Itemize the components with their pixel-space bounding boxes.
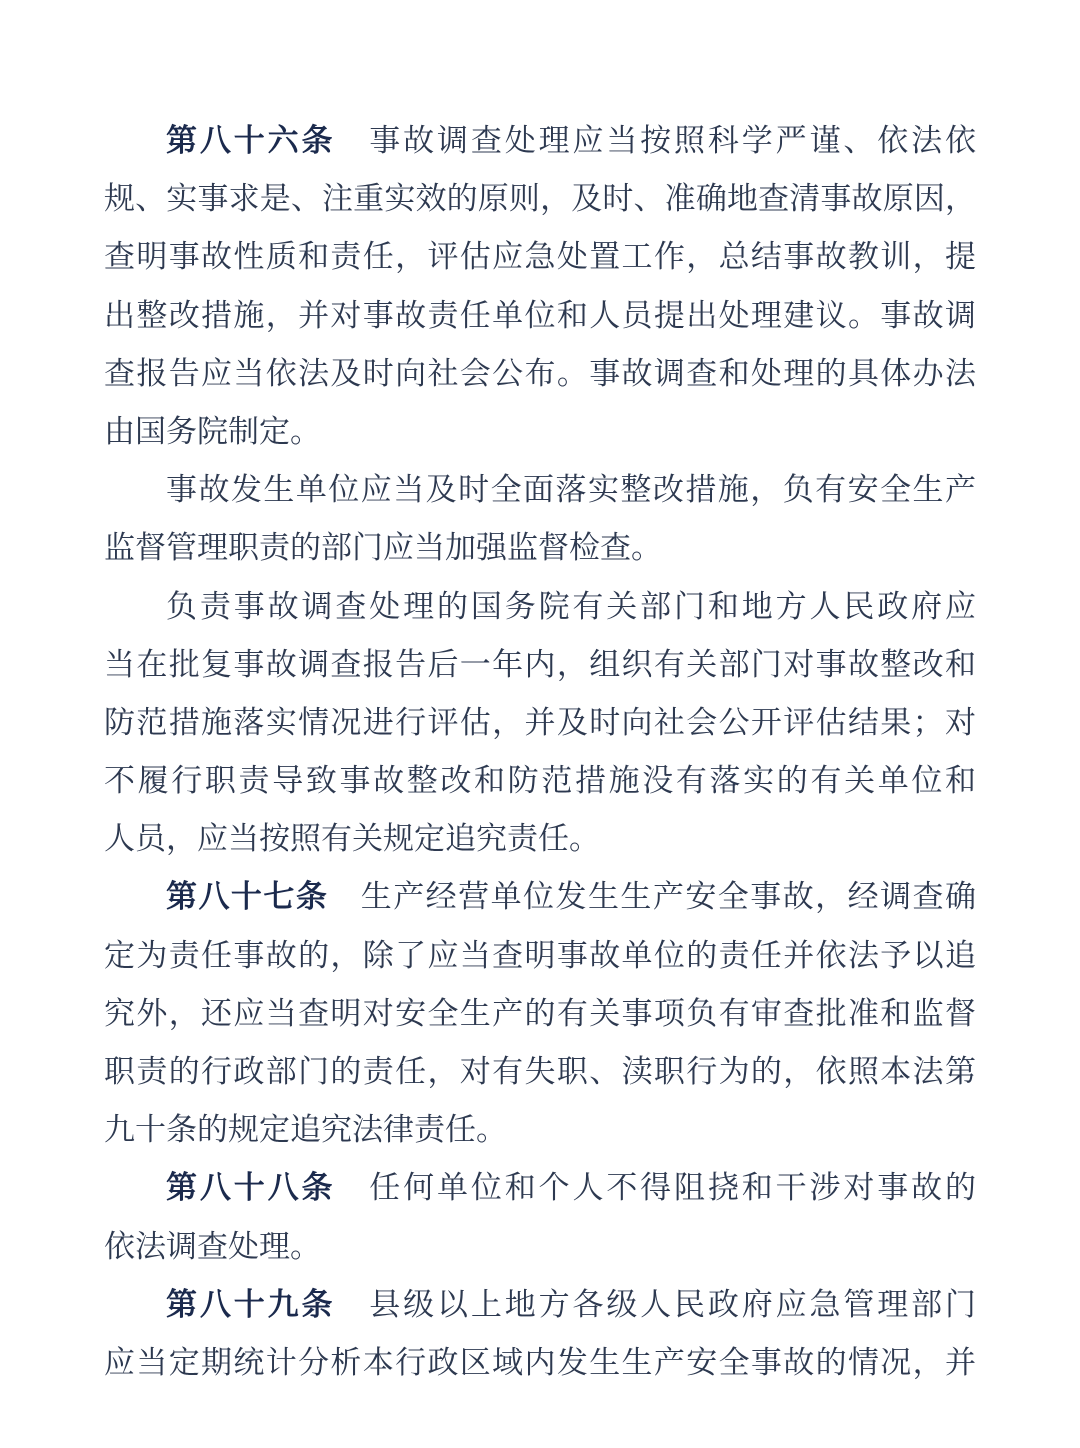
line-text: 不履行职责导致事故整改和防范措施没有落实的有关单位和 xyxy=(104,763,976,799)
article-number: 第八十六条 xyxy=(166,123,336,158)
text-line xyxy=(104,985,976,1043)
article-line xyxy=(104,1276,976,1334)
article-line xyxy=(104,112,976,170)
article-line xyxy=(104,1159,976,1217)
line-text: 事故发生单位应当及时全面落实整改措施，负有安全生产 xyxy=(166,472,976,508)
text-line xyxy=(104,228,976,286)
text-line xyxy=(104,810,976,868)
text-line xyxy=(104,1334,976,1392)
head-gap xyxy=(335,1314,366,1315)
head-gap xyxy=(328,906,359,907)
head-gap xyxy=(335,1197,366,1198)
line-text: 九十条的规定追究法律责任。 xyxy=(104,1112,507,1148)
text-line xyxy=(104,403,976,461)
line-text: 查报告应当依法及时向社会公布。事故调查和处理的具体办法 xyxy=(104,355,976,391)
line-text: 由国务院制定。 xyxy=(104,413,321,449)
line-text: 监督管理职责的部门应当加强监督检查。 xyxy=(104,530,662,566)
line-text: 究外，还应当查明对安全生产的有关事项负有审查批准和监督 xyxy=(104,995,976,1031)
text-line xyxy=(104,1101,976,1159)
text-line xyxy=(104,287,976,345)
text-line xyxy=(104,519,976,577)
line-text: 任何单位和个人不得阻挠和干涉对事故的 xyxy=(366,1170,977,1206)
line-text: 防范措施落实情况进行评估，并及时向社会公开评估结果；对 xyxy=(104,704,976,740)
text-line xyxy=(104,461,976,519)
document-body xyxy=(104,112,976,1392)
text-line xyxy=(104,345,976,403)
text-line xyxy=(104,927,976,985)
article-number: 第八十八条 xyxy=(166,1170,336,1206)
line-text: 县级以上地方各级人民政府应急管理部门 xyxy=(366,1286,977,1322)
line-text: 职责的行政部门的责任，对有失职、渎职行为的，依照本法第 xyxy=(104,1054,976,1089)
text-line xyxy=(104,578,976,636)
text-line xyxy=(104,1043,976,1101)
line-text: 生产经营单位发生生产安全事故，经调查确 xyxy=(359,879,977,915)
line-text: 负责事故调查处理的国务院有关部门和地方人民政府应 xyxy=(166,588,976,624)
line-text: 出整改措施，并对事故责任单位和人员提出处理建议。事故调 xyxy=(104,297,976,333)
text-line xyxy=(104,636,976,694)
text-line xyxy=(104,1218,976,1276)
article-number: 第八十七条 xyxy=(166,879,329,915)
line-text: 事故调查处理应当按照科学严谨、依法依 xyxy=(366,123,977,158)
line-text: 应当定期统计分析本行政区域内发生生产安全事故的情况，并 xyxy=(104,1344,976,1380)
line-text: 查明事故性质和责任，评估应急处置工作，总结事故教训，提 xyxy=(104,239,976,275)
article-number: 第八十九条 xyxy=(166,1286,336,1322)
line-text: 规、实事求是、注重实效的原则，及时、准确地查清事故原因， xyxy=(104,181,976,217)
text-line xyxy=(104,752,976,810)
line-text: 当在批复事故调查报告后一年内，组织有关部门对事故整改和 xyxy=(104,646,976,682)
line-text: 依法调查处理。 xyxy=(104,1228,321,1264)
article-line xyxy=(104,868,976,926)
head-gap xyxy=(335,150,366,151)
line-text: 定为责任事故的，除了应当查明事故单位的责任并依法予以追 xyxy=(104,937,976,973)
text-line xyxy=(104,170,976,228)
line-text: 人员，应当按照有关规定追究责任。 xyxy=(104,821,600,857)
text-line xyxy=(104,694,976,752)
